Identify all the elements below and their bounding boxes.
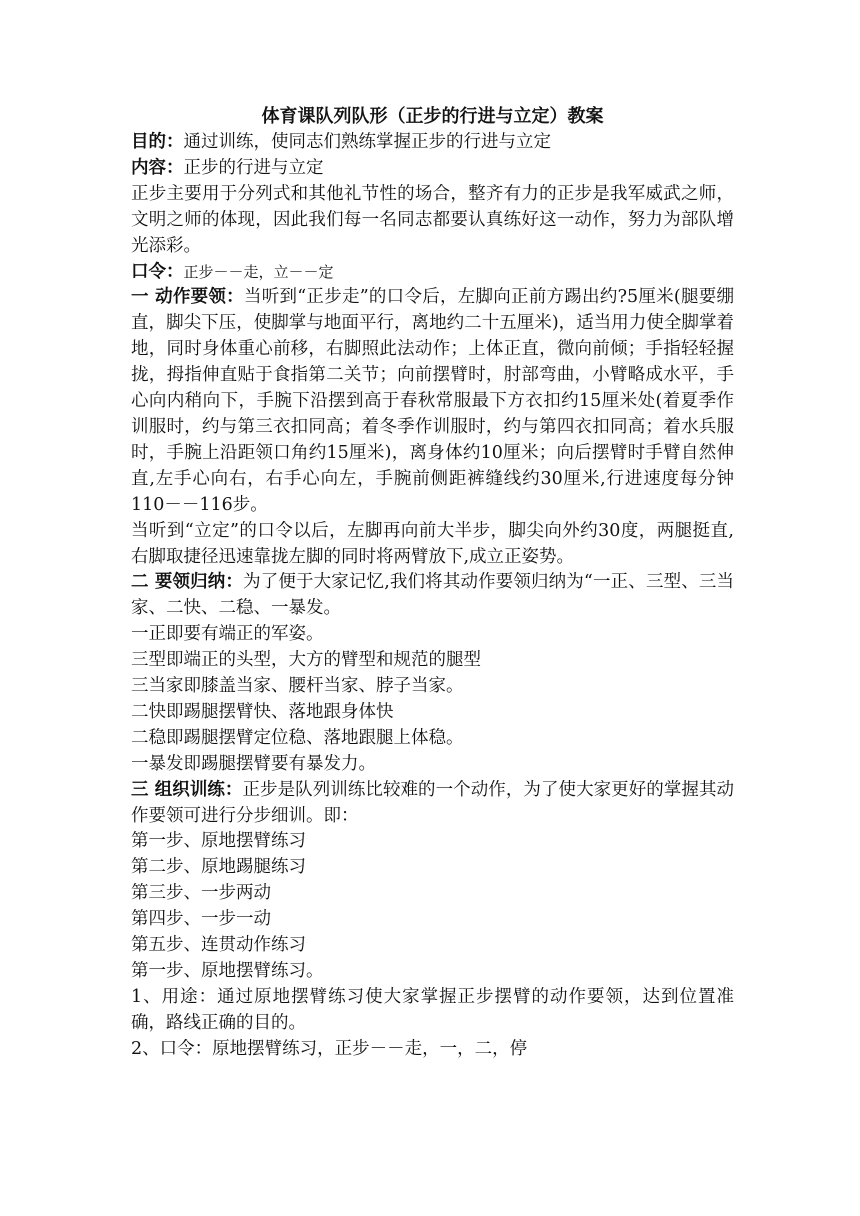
command-text: 正步－－走，立－－定 xyxy=(183,262,334,281)
command-label: 口令： xyxy=(131,261,184,282)
section1-text: 当听到“正步走”的口令后，左脚向正前方踢出约?5厘米(腿要绷直，脚尖下压，使脚掌与地面平行，离地约二十五厘米)，适当用力使全脚掌着地，同时身体重心前移，右脚照此法动作；上体正直，微向前倾；手指轻轻握拢，拇指伸直贴于食指第二关节；向前摆臂时，肘部弯曲，小臂略成水平，手心向内稍向下，手腕下沿摆到高于春秋常服最下方衣扣约15厘米处(着夏季作训服时，约与第三衣扣同高；着冬季作训服时，约与第四衣扣同高；着水兵服时，手腕上沿距领口角约15厘米)，离身体约10厘米；向后摆臂时手臂自然伸直,左手心向右，右手心向左，手腕前侧距裤缝线约30厘米,行进速度每分钟110－－116步。 xyxy=(131,287,734,515)
step-item: 第三步、一步两动 xyxy=(131,883,271,904)
summary-item: 一正即要有端正的军姿。 xyxy=(131,624,324,645)
command-paragraph: 2、口令：原地摆臂练习，正步－－走，一，二，停 xyxy=(131,1038,528,1059)
section2-text: 为了便于大家记忆,我们将其动作要领归纳为“一正、三型、三当家、二快、二稳、一暴发。 xyxy=(131,572,734,619)
section3-label: 三 组织训练： xyxy=(131,779,243,800)
section2-label: 二 要领归纳： xyxy=(131,572,244,593)
command-line xyxy=(131,260,734,286)
content-line xyxy=(131,156,734,182)
step-item: 第五步、连贯动作练习 xyxy=(131,935,306,956)
usage-paragraph: 1、用途：通过原地摆臂练习使大家掌握正步摆臂的动作要领，达到位置准确，路线正确的目的。 xyxy=(131,986,734,1033)
summary-item: 一暴发即踢腿摆臂要有暴发力。 xyxy=(131,753,376,774)
purpose-text: 通过训练，使同志们熟练掌握正步的行进与立定 xyxy=(183,132,551,152)
summary-item: 二快即踢腿摆臂快、落地跟身体快 xyxy=(131,701,394,722)
purpose-label: 目的： xyxy=(131,132,184,152)
step-item: 第一步、原地摆臂练习。 xyxy=(131,961,324,981)
summary-item: 三当家即膝盖当家、腰杆当家、脖子当家。 xyxy=(131,676,464,697)
step-item: 第二步、原地踢腿练习 xyxy=(131,857,306,878)
section3-text: 正步是队列训练比较难的一个动作，为了使大家更好的掌握其动作要领可进行分步细训。即： xyxy=(131,779,735,826)
section2-paragraph xyxy=(131,570,734,622)
summary-item: 三型即端正的头型，大方的臂型和规范的腿型 xyxy=(131,650,481,671)
step-item: 第一步、原地摆臂练习 xyxy=(131,831,306,852)
intro-paragraph: 正步主要用于分列式和其他礼节性的场合，整齐有力的正步是我军威武之师，文明之师的体现，因此我们每一名同志都要认真练好这一动作，努力为部队增光添彩。 xyxy=(131,183,734,256)
content-label: 内容： xyxy=(131,157,184,178)
section1-paragraph xyxy=(131,285,734,518)
section1-label: 一 动作要领： xyxy=(131,287,244,308)
content-text: 正步的行进与立定 xyxy=(183,157,324,178)
document-title: 体育课队列队形（正步的行进与立定）教案 xyxy=(261,106,604,127)
section1-paragraph-2: 当听到“立定”的口令以后，左脚再向前大半步，脚尖向外约30度，两腿挺直,右脚取捷径迅速靠拢左脚的同时将两臂放下,成立正姿势。 xyxy=(131,520,734,567)
step-item: 第四步、一步一动 xyxy=(131,909,271,930)
section3-paragraph xyxy=(131,778,734,830)
purpose-line xyxy=(131,130,734,156)
summary-item: 二稳即踢腿摆臂定位稳、落地跟腿上体稳。 xyxy=(131,727,464,748)
